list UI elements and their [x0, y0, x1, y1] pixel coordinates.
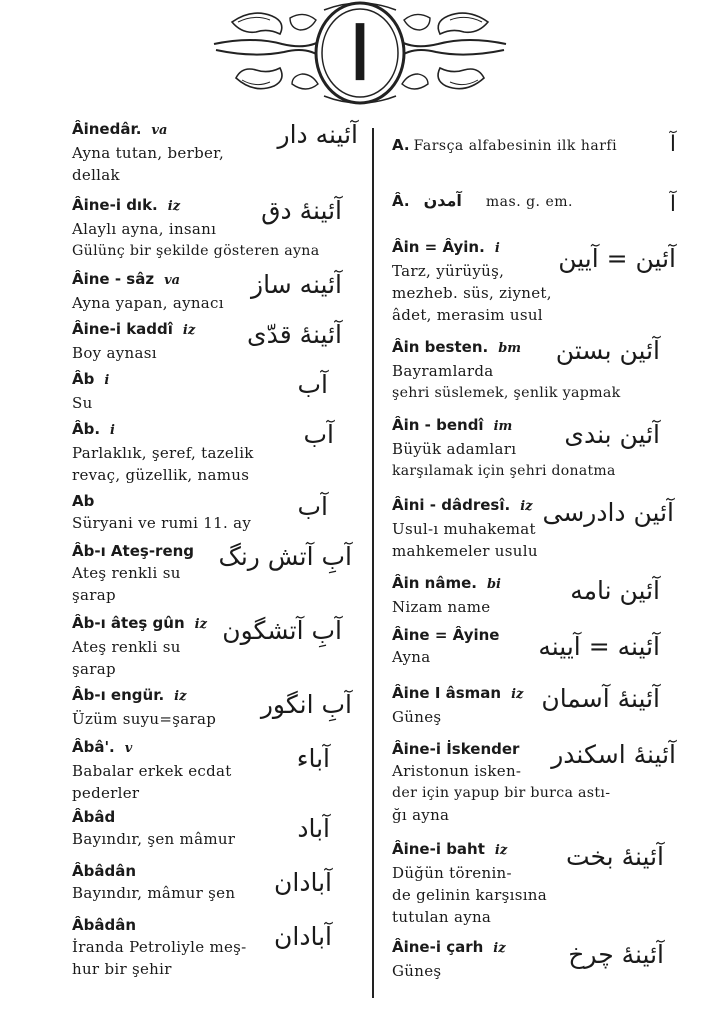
dictionary-entry: [392, 838, 670, 928]
entry-headword: Âinedâr. va: [72, 120, 168, 138]
entry-gloss-line: Ayna tutan, berber,: [72, 144, 225, 162]
entry-headword: Âin - bendî im: [392, 416, 513, 434]
entry-arabic: آئین بستن: [555, 336, 660, 365]
dictionary-entry: [72, 318, 358, 364]
dictionary-entry: [72, 194, 358, 262]
entry-abbr: i: [494, 241, 500, 256]
entry-gloss-line: revaç, güzellik, namus: [72, 466, 250, 484]
entry-gloss-line: tutulan ayna: [392, 908, 492, 926]
entry-headword: Âbâdân: [72, 862, 137, 880]
entry-gloss-line: mezheb. süs, ziynet,: [392, 284, 552, 302]
entry-headword: Âin = Âyin. i: [392, 238, 500, 256]
entry-gloss-line: âdet, merasim usul: [392, 306, 543, 324]
entry-gloss-line: Süryani ve rumi 11. ay: [72, 514, 252, 532]
entry-gloss-line: karşılamak için şehri donatma: [392, 463, 616, 479]
entry-abbr: iz: [167, 199, 181, 214]
dictionary-entry: [72, 490, 358, 534]
dictionary-entry: [72, 418, 358, 486]
ornamental-header: [212, 0, 508, 108]
entry-headword: Âine = Âyine: [392, 626, 500, 644]
entry-headword: Âine-i çarh iz: [392, 938, 506, 956]
entry-arabic: آ: [669, 132, 676, 157]
entry-headword: Âine-i İskender: [392, 740, 520, 758]
entry-gloss-line: Ateş renkli su: [72, 564, 181, 582]
entry-gloss-line: Düğün törenin-: [392, 864, 512, 882]
entry-gloss-line: Ateş renkli su: [72, 638, 181, 656]
dictionary-entry: [392, 624, 670, 668]
entry-arabic: آئینهٔ قدّی: [247, 320, 342, 349]
entry-abbr: iz: [493, 941, 506, 956]
right-column: [392, 118, 676, 998]
entry-arabic-inline: آمدن: [423, 191, 462, 210]
entry-arabic: آئین = آیین: [558, 244, 676, 273]
entry-arabic: آئینهٔ اسکندر: [551, 740, 676, 769]
entry-gloss-line: Parlaklık, şeref, tazelik: [72, 444, 254, 462]
entry-arabic: آبادان: [274, 922, 332, 951]
entry-arabic: آئینهٔ آسمان: [541, 684, 660, 713]
entry-gloss-line: Güneş: [392, 962, 442, 980]
entry-headword: Âine-i baht iz: [392, 840, 508, 858]
dictionary-entry: [72, 540, 358, 606]
dictionary-entry: [392, 336, 670, 404]
entry-headword: Âbâd: [72, 808, 116, 826]
entry-abbr: va: [151, 123, 168, 138]
entry-abbr: iz: [494, 843, 508, 858]
entry-gloss-line: Gülünç bir şekilde gösteren ayna: [72, 243, 320, 259]
entry-abbr: iz: [520, 499, 533, 514]
entry-headword: Âine - sâz va: [72, 270, 181, 288]
dictionary-entry: [72, 860, 358, 904]
column-divider: [372, 128, 374, 998]
entry-arabic: آب: [297, 492, 328, 521]
entry-arabic: آئین بندی: [564, 420, 660, 449]
entry-arabic: آئینهٔ بخت: [566, 842, 664, 871]
dictionary-entry: [72, 118, 358, 186]
dictionary-entry: [72, 368, 358, 414]
entry-abbr: v: [124, 741, 133, 756]
entry-gloss-line: Aristonun isken-: [392, 762, 522, 780]
entry-headword: Ab: [72, 492, 95, 510]
entry-arabic: آبِ آتش رنگ: [218, 542, 352, 571]
entry-gloss-line: Tarz, yürüyüş,: [392, 262, 505, 280]
dictionary-entry: [392, 190, 676, 217]
entry-gloss-line: Boy aynası: [72, 344, 157, 362]
entry-arabic: آبِ آتشگون: [222, 616, 342, 645]
dictionary-entry: [392, 236, 676, 326]
dictionary-entry: [392, 936, 670, 982]
entry-definition: mas. g. em.: [485, 194, 573, 210]
entry-arabic: آئین نامه: [570, 576, 660, 605]
entry-arabic: آئینه دار: [277, 120, 358, 149]
dictionary-entry: [72, 684, 358, 730]
entry-gloss-line: Bayındır, mâmur şen: [72, 884, 236, 902]
entry-headword: Âbâ'. v: [72, 738, 133, 756]
entry-gloss-line: Babalar erkek ecdat: [72, 762, 232, 780]
entry-gloss-line: Ayna yapan, aynacı: [72, 294, 224, 312]
section-letter: ا: [349, 11, 370, 96]
dictionary-entry: [72, 806, 358, 850]
entry-headword: Âb. i: [72, 420, 115, 438]
entry-gloss-line: Alaylı ayna, insanı: [72, 220, 217, 238]
entry-abbr: bm: [498, 341, 522, 356]
entry-gloss-line: mahkemeler usulu: [392, 542, 538, 560]
entry-gloss-line: Su: [72, 394, 93, 412]
entry-arabic: آئینهٔ چرخ: [568, 940, 664, 969]
dictionary-entry: [392, 414, 670, 482]
dictionary-entry: [72, 612, 358, 680]
entry-abbr: i: [110, 423, 115, 438]
dictionary-entry: [392, 738, 676, 826]
entry-abbr: iz: [174, 689, 187, 704]
entry-gloss-line: der için yapup bir burca astı-: [392, 785, 611, 801]
entry-arabic: آب: [303, 420, 334, 449]
dictionary-entry: [392, 572, 670, 618]
entry-abbr: bi: [486, 577, 501, 592]
entry-gloss-line: Güneş: [392, 708, 442, 726]
entry-arabic: آئینه = آیینه: [538, 632, 660, 661]
entry-gloss-line: hur bir şehir: [72, 960, 172, 978]
entry-headword: Âb-ı engür. iz: [72, 686, 187, 704]
dictionary-entry: [392, 494, 674, 562]
dictionary-entry: [392, 682, 670, 728]
entry-arabic: آئین دادرسی: [542, 498, 674, 527]
entry-gloss-line: Nizam name: [392, 598, 491, 616]
entry-gloss-line: şarap: [72, 586, 116, 604]
entry-definition: Farsça alfabesinin ilk harfi: [413, 138, 618, 154]
entry-gloss-line: de gelinin karşısına: [392, 886, 548, 904]
dictionary-entry: [392, 132, 676, 157]
entry-abbr: va: [164, 273, 181, 288]
entry-gloss-line: şehri süslemek, şenlik yapmak: [392, 385, 621, 401]
entry-gloss-line: Usul-ı muhakemat: [392, 520, 536, 538]
entry-abbr: iz: [194, 617, 207, 632]
entry-gloss-line: İranda Petroliyle meş-: [72, 938, 247, 956]
entry-gloss-line: Bayramlarda: [392, 362, 494, 380]
entry-arabic: آ: [669, 192, 676, 217]
entry-gloss-line: ğı ayna: [392, 806, 450, 824]
entry-arabic: آب: [297, 370, 328, 399]
entry-headword: Âin besten. bm: [392, 338, 522, 356]
left-column: [72, 118, 358, 998]
entry-headword: Âine-i kaddî iz: [72, 320, 196, 338]
entry-gloss-line: Üzüm suyu=şarap: [72, 710, 217, 728]
dictionary-entry: [72, 268, 358, 314]
entry-gloss-line: pederler: [72, 784, 140, 802]
dictionary-entry: [72, 914, 358, 980]
entry-abbr: iz: [511, 687, 524, 702]
entry-headword: Âbâdân: [72, 916, 137, 934]
entry-headword: Âine I âsman iz: [392, 684, 524, 702]
entry-headword: Âini - dâdresî. iz: [392, 496, 533, 514]
entry-arabic: آئینهٔ دق: [261, 196, 342, 225]
entry-headword: Âine-i dık. iz: [72, 196, 181, 214]
entry-abbr: im: [493, 419, 513, 434]
entry-abbr: i: [104, 373, 110, 388]
entry-headword: Âb i: [72, 370, 110, 388]
entry-arabic: آباد: [297, 814, 330, 843]
entry-arabic: آباء: [296, 744, 330, 773]
entry-gloss-line: Bayındır, şen mâmur: [72, 830, 236, 848]
dictionary-entry: [72, 736, 358, 804]
entry-headword: Â. آمدن mas. g. em.: [392, 191, 573, 210]
entry-gloss-line: dellak: [72, 166, 120, 184]
entry-gloss-line: şarap: [72, 660, 116, 678]
entry-headword: Âb-ı Ateş-reng: [72, 542, 195, 560]
entry-arabic: آبِ انگور: [260, 690, 352, 719]
entry-headword: Âb-ı âteş gûn iz: [72, 614, 207, 632]
entry-abbr: iz: [182, 323, 196, 338]
entry-arabic: آئینه ساز: [251, 270, 342, 299]
entry-gloss-line: Ayna: [392, 648, 431, 666]
entry-headword: Âin nâme. bi: [392, 574, 501, 592]
entry-headword: A. Farsça alfabesinin ilk harfi: [392, 136, 618, 154]
entry-gloss-line: Büyük adamları: [392, 440, 517, 458]
entry-arabic: آبادان: [274, 868, 332, 897]
